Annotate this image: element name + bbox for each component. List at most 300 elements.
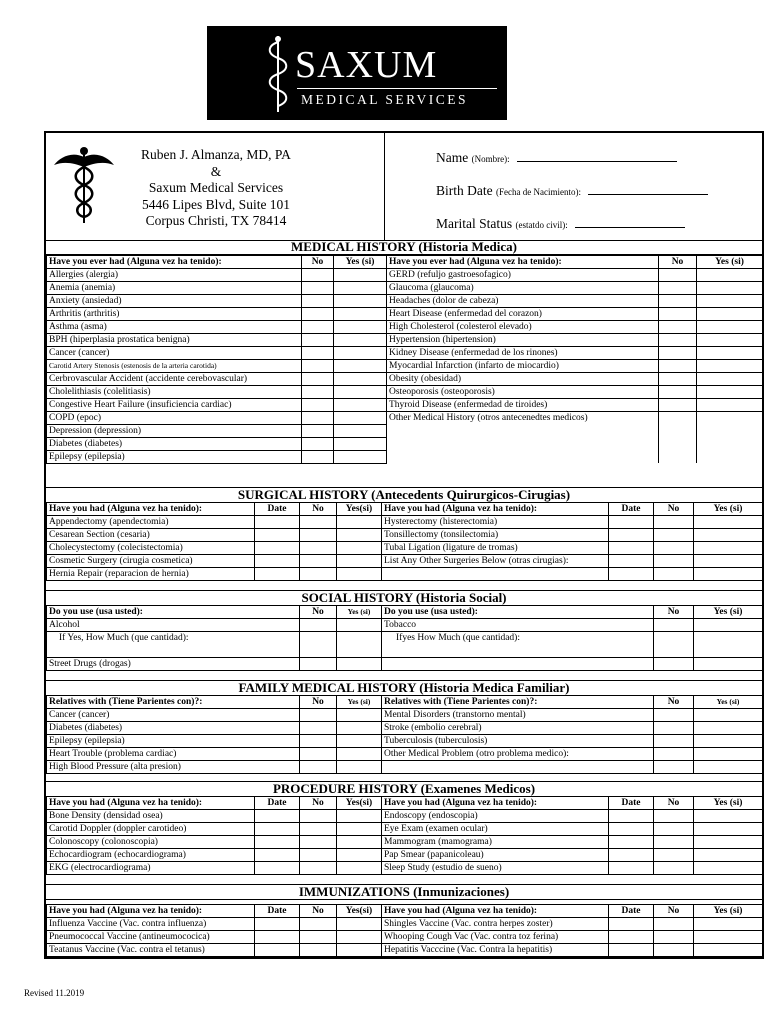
table-row <box>47 295 387 308</box>
answer-checkbox[interactable] <box>334 347 387 360</box>
condition-label: GERD (refuljo gastroesofagico) <box>387 269 659 282</box>
marital-status-field[interactable] <box>436 215 685 232</box>
marital-hint: (estatdo civil): <box>515 220 568 230</box>
answer-checkbox[interactable] <box>337 849 382 862</box>
column-header: Relatives with (Tiene Parientes con)?: <box>47 696 300 709</box>
answer-checkbox[interactable] <box>697 360 763 373</box>
table-row <box>47 321 387 334</box>
logo-tagline: MEDICAL SERVICES <box>301 92 469 107</box>
table-row <box>47 555 382 568</box>
date-field[interactable] <box>255 918 300 931</box>
condition-label: List Any Other Surgeries Below (otras cirugias): <box>382 555 609 568</box>
table-row <box>47 425 387 438</box>
answer-checkbox[interactable] <box>302 282 334 295</box>
answer-checkbox[interactable] <box>659 334 697 347</box>
address-line: 5446 Lipes Blvd, Suite 101 <box>141 196 291 212</box>
condition-label: Cholecystectomy (colecistectomia) <box>47 542 255 555</box>
empty-cell <box>387 424 659 437</box>
answer-checkbox[interactable] <box>337 568 382 581</box>
date-field[interactable] <box>255 931 300 944</box>
condition-label: Cosmetic Surgery (cirugia cosmetica) <box>47 555 255 568</box>
answer-checkbox[interactable] <box>659 386 697 399</box>
immunizations-left-body <box>47 905 382 957</box>
condition-label: BPH (hiperplasia prostatica benigna) <box>47 334 302 347</box>
date-field[interactable] <box>609 944 654 957</box>
answer-checkbox[interactable] <box>300 918 337 931</box>
date-field[interactable] <box>255 862 300 875</box>
answer-checkbox[interactable] <box>300 748 337 761</box>
table-row <box>387 399 763 412</box>
no-header: No <box>654 503 694 516</box>
surgical-history-title: SURGICAL HISTORY (Antecedents Quirurgicos-Cirugias) <box>46 487 762 503</box>
answer-checkbox[interactable] <box>694 568 763 581</box>
answer-checkbox[interactable] <box>659 450 697 463</box>
answer-checkbox[interactable] <box>302 399 334 412</box>
surgical-history-right-table <box>381 502 763 581</box>
date-field[interactable] <box>255 944 300 957</box>
medical-left-body <box>47 256 387 464</box>
answer-checkbox[interactable] <box>654 918 694 931</box>
answer-checkbox[interactable] <box>337 862 382 875</box>
no-checkbox[interactable] <box>654 657 694 670</box>
answer-checkbox[interactable] <box>697 321 763 334</box>
answer-checkbox[interactable] <box>694 931 763 944</box>
condition-label: High Blood Pressure (alta presion) <box>47 761 300 774</box>
answer-checkbox[interactable] <box>337 555 382 568</box>
condition-label: Mental Disorders (transtorno mental) <box>382 709 654 722</box>
answer-checkbox[interactable] <box>302 360 334 373</box>
date-field[interactable] <box>255 810 300 823</box>
immunizations-left-table <box>46 904 382 957</box>
table-row <box>382 944 763 957</box>
answer-checkbox[interactable] <box>302 334 334 347</box>
answer-checkbox[interactable] <box>302 451 334 464</box>
answer-checkbox[interactable] <box>337 944 382 957</box>
answer-checkbox[interactable] <box>302 438 334 451</box>
table-row <box>382 862 763 875</box>
table-row <box>387 347 763 360</box>
no-header: No <box>300 797 337 810</box>
answer-checkbox[interactable] <box>334 295 387 308</box>
condition-label: Hysterectomy (histerectomia) <box>382 516 609 529</box>
answer-checkbox[interactable] <box>334 269 387 282</box>
yes-checkbox[interactable] <box>694 632 763 658</box>
answer-checkbox[interactable] <box>302 295 334 308</box>
name-hint: (Nombre): <box>471 154 510 164</box>
answer-checkbox[interactable] <box>302 386 334 399</box>
no-checkbox[interactable] <box>300 632 337 658</box>
answer-checkbox[interactable] <box>694 836 763 849</box>
answer-checkbox[interactable] <box>659 347 697 360</box>
yes-checkbox[interactable] <box>694 657 763 670</box>
condition-label: Pap Smear (papanicoleau) <box>382 849 609 862</box>
answer-checkbox[interactable] <box>697 295 763 308</box>
table-row <box>47 282 387 295</box>
answer-checkbox[interactable] <box>300 823 337 836</box>
date-field[interactable] <box>609 849 654 862</box>
procedure-history-left-table <box>46 796 382 875</box>
answer-checkbox[interactable] <box>654 568 694 581</box>
condition-label: COPD (epoc) <box>47 412 302 425</box>
yes-header: Yes(si) <box>337 503 382 516</box>
condition-label: Carotid Artery Stenosis (estenosis de la arteria carotida) <box>47 360 302 373</box>
answer-checkbox[interactable] <box>659 295 697 308</box>
yes-checkbox[interactable] <box>337 632 382 658</box>
answer-checkbox[interactable] <box>697 412 763 425</box>
answer-checkbox[interactable] <box>334 334 387 347</box>
empty-cell <box>382 761 654 774</box>
condition-label: Epilepsy (epilepsia) <box>47 735 300 748</box>
date-header: Date <box>609 503 654 516</box>
answer-checkbox[interactable] <box>697 399 763 412</box>
condition-label: Epilepsy (epilepsia) <box>47 451 302 464</box>
condition-label: Arthritis (arthritis) <box>47 308 302 321</box>
answer-checkbox[interactable] <box>334 373 387 386</box>
table-row <box>47 516 382 529</box>
date-field[interactable] <box>255 836 300 849</box>
answer-checkbox[interactable] <box>334 438 387 451</box>
no-header: No <box>300 606 337 619</box>
tobacco-label: Tobacco <box>382 619 654 632</box>
name-line[interactable] <box>517 149 677 162</box>
answer-checkbox[interactable] <box>659 412 697 425</box>
answer-checkbox[interactable] <box>654 722 694 735</box>
answer-checkbox[interactable] <box>300 849 337 862</box>
answer-checkbox[interactable] <box>659 373 697 386</box>
table-row <box>47 619 382 632</box>
empty-cell <box>387 437 659 450</box>
answer-checkbox[interactable] <box>697 373 763 386</box>
birth-hint: (Fecha de Nacimiento): <box>496 187 581 197</box>
date-field[interactable] <box>255 529 300 542</box>
table-row <box>47 373 387 386</box>
marital-line[interactable] <box>575 215 685 228</box>
answer-checkbox[interactable] <box>654 709 694 722</box>
table-row <box>382 823 763 836</box>
answer-checkbox[interactable] <box>302 269 334 282</box>
table-row <box>47 944 382 957</box>
column-header: Have you had (Alguna vez ha tenido): <box>382 797 609 810</box>
date-field[interactable] <box>609 918 654 931</box>
answer-checkbox[interactable] <box>300 722 337 735</box>
answer-checkbox[interactable] <box>302 321 334 334</box>
answer-checkbox[interactable] <box>337 918 382 931</box>
table-row <box>47 360 387 373</box>
column-header: Have you had (Alguna vez ha tenido): <box>382 503 609 516</box>
answer-checkbox[interactable] <box>694 542 763 555</box>
answer-checkbox[interactable] <box>300 542 337 555</box>
tobacco-quantity-label[interactable]: Ifyes How Much (que cantidad): <box>382 632 654 658</box>
table-header-row <box>47 503 382 516</box>
answer-checkbox[interactable] <box>334 425 387 438</box>
date-field[interactable] <box>255 542 300 555</box>
answer-checkbox[interactable] <box>302 425 334 438</box>
alcohol-quantity-label[interactable]: If Yes, How Much (que cantidad): <box>47 632 300 658</box>
answer-checkbox[interactable] <box>694 748 763 761</box>
answer-checkbox[interactable] <box>694 709 763 722</box>
table-row <box>387 373 763 386</box>
answer-checkbox[interactable] <box>694 823 763 836</box>
answer-checkbox[interactable] <box>694 516 763 529</box>
answer-checkbox[interactable] <box>694 761 763 774</box>
answer-checkbox[interactable] <box>337 836 382 849</box>
answer-checkbox[interactable] <box>334 412 387 425</box>
date-field[interactable] <box>609 529 654 542</box>
table-row <box>387 412 763 425</box>
address-line: Saxum Medical Services <box>148 180 284 195</box>
answer-checkbox[interactable] <box>334 451 387 464</box>
no-header: No <box>300 905 337 918</box>
answer-checkbox[interactable] <box>697 347 763 360</box>
answer-checkbox[interactable] <box>302 347 334 360</box>
condition-label: Sleep Study (estudio de sueno) <box>382 862 609 875</box>
date-field[interactable] <box>609 810 654 823</box>
table-row <box>47 918 382 931</box>
date-field[interactable] <box>609 823 654 836</box>
answer-checkbox[interactable] <box>694 529 763 542</box>
date-field[interactable] <box>255 516 300 529</box>
answer-checkbox[interactable] <box>300 836 337 849</box>
family-history-right-table <box>381 695 763 774</box>
logo-divider <box>297 88 497 89</box>
answer-checkbox[interactable] <box>694 722 763 735</box>
answer-checkbox[interactable] <box>694 810 763 823</box>
answer-checkbox[interactable] <box>654 555 694 568</box>
date-header: Date <box>255 503 300 516</box>
answer-checkbox[interactable] <box>337 516 382 529</box>
answer-checkbox[interactable] <box>697 269 763 282</box>
practice-address <box>106 147 326 230</box>
date-field[interactable] <box>609 516 654 529</box>
answer-checkbox[interactable] <box>302 373 334 386</box>
birth-label: Birth Date <box>436 183 493 198</box>
date-field[interactable] <box>609 836 654 849</box>
answer-checkbox[interactable] <box>659 269 697 282</box>
condition-label: Influenza Vaccine (Vac. contra influenza) <box>47 918 255 931</box>
date-field[interactable] <box>609 931 654 944</box>
date-field[interactable] <box>609 862 654 875</box>
condition-label: Heart Trouble (problema cardiac) <box>47 748 300 761</box>
birth-line[interactable] <box>588 182 708 195</box>
answer-checkbox[interactable] <box>697 424 763 437</box>
procedure-left-body <box>47 797 382 875</box>
condition-label: Echocardiogram (echocardiograma) <box>47 849 255 862</box>
column-header: Have you ever had (Alguna vez ha tenido): <box>47 256 302 269</box>
yes-header: Yes (si) <box>697 256 763 269</box>
table-row <box>47 412 387 425</box>
procedure-history-right-table <box>381 796 763 875</box>
table-header-row <box>382 696 763 709</box>
date-field[interactable] <box>609 568 654 581</box>
table-row <box>47 269 387 282</box>
answer-checkbox[interactable] <box>694 944 763 957</box>
answer-checkbox[interactable] <box>654 944 694 957</box>
patient-history-form <box>44 131 764 959</box>
table-header-row <box>387 256 763 269</box>
answer-checkbox[interactable] <box>300 944 337 957</box>
date-header: Date <box>255 797 300 810</box>
condition-label: Heart Disease (enfermedad del corazon) <box>387 308 659 321</box>
condition-label: Diabetes (diabetes) <box>47 438 302 451</box>
date-field[interactable] <box>255 823 300 836</box>
answer-checkbox[interactable] <box>654 542 694 555</box>
answer-checkbox[interactable] <box>300 735 337 748</box>
yes-header: Yes (si) <box>337 696 382 709</box>
answer-checkbox[interactable] <box>300 529 337 542</box>
date-field[interactable] <box>255 849 300 862</box>
answer-checkbox[interactable] <box>659 308 697 321</box>
answer-checkbox[interactable] <box>654 849 694 862</box>
answer-checkbox[interactable] <box>337 709 382 722</box>
condition-label: EKG (electrocardiograma) <box>47 862 255 875</box>
answer-checkbox[interactable] <box>654 931 694 944</box>
answer-checkbox[interactable] <box>654 810 694 823</box>
condition-label: Tuberculosis (tuberculosis) <box>382 735 654 748</box>
answer-checkbox[interactable] <box>694 862 763 875</box>
answer-checkbox[interactable] <box>334 360 387 373</box>
no-header: No <box>654 797 694 810</box>
answer-checkbox[interactable] <box>300 709 337 722</box>
alcohol-label: Alcohol <box>47 619 300 632</box>
date-header: Date <box>609 905 654 918</box>
table-header-row <box>47 696 382 709</box>
no-checkbox[interactable] <box>654 632 694 658</box>
empty-cell <box>382 657 654 670</box>
name-label: Name <box>436 150 469 165</box>
condition-label: Teatanus Vaccine (Vac. contra el tetanus) <box>47 944 255 957</box>
answer-checkbox[interactable] <box>654 761 694 774</box>
answer-checkbox[interactable] <box>697 437 763 450</box>
answer-checkbox[interactable] <box>302 308 334 321</box>
answer-checkbox[interactable] <box>300 555 337 568</box>
answer-checkbox[interactable] <box>337 931 382 944</box>
date-field[interactable] <box>609 542 654 555</box>
condition-label: Depression (depression) <box>47 425 302 438</box>
answer-checkbox[interactable] <box>337 748 382 761</box>
answer-checkbox[interactable] <box>337 542 382 555</box>
condition-label: Tubal Ligation (ligature de tromas) <box>382 542 609 555</box>
answer-checkbox[interactable] <box>659 360 697 373</box>
condition-label: Mammogram (mamograma) <box>382 836 609 849</box>
table-row <box>387 308 763 321</box>
medical-right-body <box>387 256 763 464</box>
answer-checkbox[interactable] <box>300 568 337 581</box>
answer-checkbox[interactable] <box>659 282 697 295</box>
date-field[interactable] <box>609 555 654 568</box>
condition-label: Cesarean Section (cesaria) <box>47 529 255 542</box>
condition-label: Hernia Repair (reparacion de hernia) <box>47 568 255 581</box>
yes-checkbox[interactable] <box>337 657 382 670</box>
condition-label: Colonoscopy (colonoscopia) <box>47 836 255 849</box>
column-header: Have you had (Alguna vez ha tenido): <box>382 905 609 918</box>
no-header: No <box>300 503 337 516</box>
answer-checkbox[interactable] <box>300 862 337 875</box>
answer-checkbox[interactable] <box>694 735 763 748</box>
answer-checkbox[interactable] <box>337 529 382 542</box>
immunizations-right-table <box>381 904 763 957</box>
condition-label: Shingles Vaccine (Vac. contra herpes zoster) <box>382 918 609 931</box>
answer-checkbox[interactable] <box>300 931 337 944</box>
table-row <box>47 862 382 875</box>
answer-checkbox[interactable] <box>654 516 694 529</box>
answer-checkbox[interactable] <box>337 761 382 774</box>
date-field[interactable] <box>255 568 300 581</box>
answer-checkbox[interactable] <box>654 823 694 836</box>
no-header: No <box>654 606 694 619</box>
social-history-right-table <box>381 605 763 671</box>
column-header: Have you had (Alguna vez ha tenido): <box>47 797 255 810</box>
empty-cell <box>387 450 659 463</box>
table-row <box>47 849 382 862</box>
no-checkbox[interactable] <box>300 657 337 670</box>
answer-checkbox[interactable] <box>654 529 694 542</box>
social-right-body <box>382 606 763 671</box>
answer-checkbox[interactable] <box>654 836 694 849</box>
date-field[interactable] <box>255 555 300 568</box>
no-checkbox[interactable] <box>654 619 694 632</box>
table-row <box>387 424 763 437</box>
table-row <box>47 735 382 748</box>
answer-checkbox[interactable] <box>654 735 694 748</box>
answer-checkbox[interactable] <box>337 735 382 748</box>
social-history-title: SOCIAL HISTORY (Historia Social) <box>46 590 762 606</box>
answer-checkbox[interactable] <box>659 424 697 437</box>
answer-checkbox[interactable] <box>659 437 697 450</box>
answer-checkbox[interactable] <box>300 516 337 529</box>
answer-checkbox[interactable] <box>337 810 382 823</box>
answer-checkbox[interactable] <box>300 810 337 823</box>
answer-checkbox[interactable] <box>334 386 387 399</box>
answer-checkbox[interactable] <box>697 308 763 321</box>
answer-checkbox[interactable] <box>337 823 382 836</box>
condition-label: Cancer (cancer) <box>47 709 300 722</box>
table-row <box>382 542 763 555</box>
answer-checkbox[interactable] <box>337 722 382 735</box>
answer-checkbox[interactable] <box>302 412 334 425</box>
answer-checkbox[interactable] <box>659 399 697 412</box>
answer-checkbox[interactable] <box>697 282 763 295</box>
address-line: Ruben J. Almanza, MD, PA <box>141 147 291 162</box>
answer-checkbox[interactable] <box>694 555 763 568</box>
name-field[interactable] <box>436 149 677 166</box>
answer-checkbox[interactable] <box>334 308 387 321</box>
table-row <box>387 334 763 347</box>
condition-label: Tonsillectomy (tonsilectomia) <box>382 529 609 542</box>
answer-checkbox[interactable] <box>654 862 694 875</box>
answer-checkbox[interactable] <box>334 321 387 334</box>
birth-date-field[interactable] <box>436 182 708 199</box>
answer-checkbox[interactable] <box>697 450 763 463</box>
answer-checkbox[interactable] <box>334 282 387 295</box>
answer-checkbox[interactable] <box>654 748 694 761</box>
revision-note: Revised 11.2019 <box>24 988 85 998</box>
answer-checkbox[interactable] <box>300 761 337 774</box>
answer-checkbox[interactable] <box>334 399 387 412</box>
yes-checkbox[interactable] <box>337 619 382 632</box>
no-checkbox[interactable] <box>300 619 337 632</box>
answer-checkbox[interactable] <box>694 918 763 931</box>
answer-checkbox[interactable] <box>697 386 763 399</box>
date-header: Date <box>609 797 654 810</box>
answer-checkbox[interactable] <box>659 321 697 334</box>
answer-checkbox[interactable] <box>697 334 763 347</box>
condition-label: Pneumococcal Vaccine (antineumococica) <box>47 931 255 944</box>
table-row <box>47 438 387 451</box>
answer-checkbox[interactable] <box>694 849 763 862</box>
yes-checkbox[interactable] <box>694 619 763 632</box>
condition-label: Myocardial Infarction (infarto de miocardio) <box>387 360 659 373</box>
table-row <box>387 450 763 463</box>
